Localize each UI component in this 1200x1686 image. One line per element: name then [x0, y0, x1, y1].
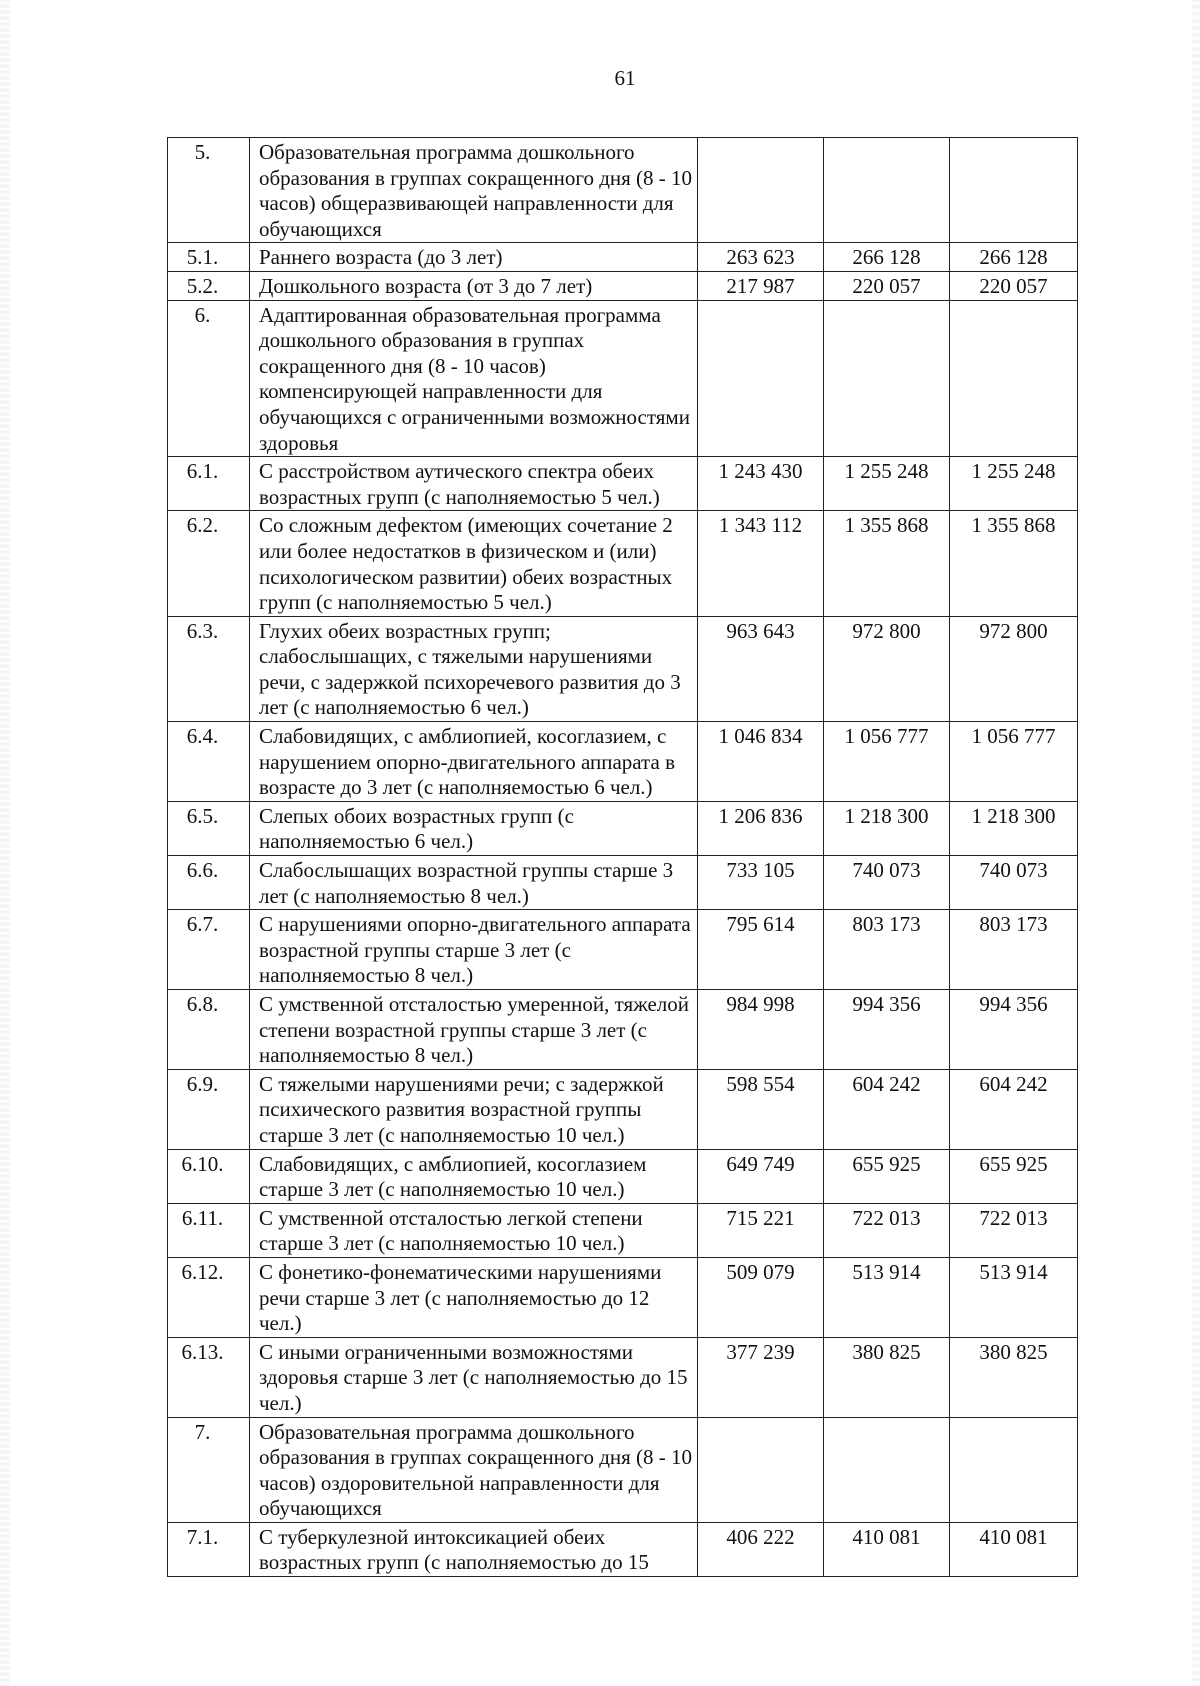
- table-row: [168, 722, 1078, 802]
- value-cell-1: 217 987: [698, 271, 824, 300]
- value-cell-1: 1 343 112: [698, 511, 824, 616]
- value-cell-2: 410 081: [824, 1522, 950, 1576]
- value-cell-1: 1 046 834: [698, 722, 824, 802]
- value-cell-2: 266 128: [824, 243, 950, 272]
- table-row: [168, 616, 1078, 721]
- row-number-cell: 6.3.: [168, 616, 250, 721]
- value-cell-3: 410 081: [950, 1522, 1078, 1576]
- row-number-cell: 6.2.: [168, 511, 250, 616]
- value-cell-1: 984 998: [698, 990, 824, 1070]
- table-row: [168, 1337, 1078, 1417]
- row-description-cell: С умственной отсталостью умеренной, тяжелой степени возрастной группы старше 3 лет (с наполняемостью 8 чел.): [250, 990, 698, 1070]
- value-cell-2: [824, 1417, 950, 1522]
- table-row: [168, 243, 1078, 272]
- value-cell-2: 972 800: [824, 616, 950, 721]
- row-description-cell: С нарушениями опорно-двигательного аппарата возрастной группы старше 3 лет (с наполняемостью 8 чел.): [250, 910, 698, 990]
- scan-edge-left: [0, 0, 10, 1686]
- table-row: [168, 511, 1078, 616]
- value-cell-2: 1 255 248: [824, 457, 950, 511]
- value-cell-2: 803 173: [824, 910, 950, 990]
- row-description-cell: Дошкольного возраста (от 3 до 7 лет): [250, 271, 698, 300]
- row-description-cell: Образовательная программа дошкольного образования в группах сокращенного дня (8 - 10 часов) оздоровительной направленности для обучающихся: [250, 1417, 698, 1522]
- value-cell-3: 1 355 868: [950, 511, 1078, 616]
- value-cell-1: 509 079: [698, 1257, 824, 1337]
- value-cell-2: 513 914: [824, 1257, 950, 1337]
- row-number-cell: 5.: [168, 138, 250, 243]
- row-description-cell: Слабослышащих возрастной группы старше 3 лет (с наполняемостью 8 чел.): [250, 856, 698, 910]
- row-number-cell: 6.13.: [168, 1337, 250, 1417]
- row-description-cell: С фонетико-фонематическими нарушениями речи старше 3 лет (с наполняемостью до 12 чел.): [250, 1257, 698, 1337]
- row-description-cell: Слабовидящих, с амблиопией, косоглазием, с нарушением опорно-двигательного аппарата в возрасте до 3 лет (с наполняемостью 6 чел.): [250, 722, 698, 802]
- table-row: [168, 801, 1078, 855]
- value-cell-1: 963 643: [698, 616, 824, 721]
- row-description-cell: С иными ограниченными возможностями здоровья старше 3 лет (с наполняемостью до 15 чел.): [250, 1337, 698, 1417]
- row-number-cell: 7.1.: [168, 1522, 250, 1576]
- value-cell-3: 1 218 300: [950, 801, 1078, 855]
- value-cell-3: 1 255 248: [950, 457, 1078, 511]
- row-number-cell: 6.8.: [168, 990, 250, 1070]
- value-cell-3: [950, 1417, 1078, 1522]
- table-row: [168, 910, 1078, 990]
- table-row: [168, 1149, 1078, 1203]
- value-cell-1: 406 222: [698, 1522, 824, 1576]
- row-number-cell: 6.7.: [168, 910, 250, 990]
- value-cell-1: 598 554: [698, 1069, 824, 1149]
- value-cell-1: 377 239: [698, 1337, 824, 1417]
- table-row: [168, 1417, 1078, 1522]
- value-cell-3: 722 013: [950, 1203, 1078, 1257]
- row-description-cell: Образовательная программа дошкольного образования в группах сокращенного дня (8 - 10 часов) общеразвивающей направленности для обучающихся: [250, 138, 698, 243]
- page-number: 61: [614, 66, 636, 90]
- table-row: [168, 1522, 1078, 1576]
- table-row: [168, 990, 1078, 1070]
- table-row: [168, 1203, 1078, 1257]
- row-description-cell: Слабовидящих, с амблиопией, косоглазием старше 3 лет (с наполняемостью 10 чел.): [250, 1149, 698, 1203]
- row-number-cell: 7.: [168, 1417, 250, 1522]
- value-cell-1: 733 105: [698, 856, 824, 910]
- value-cell-1: 263 623: [698, 243, 824, 272]
- value-cell-3: [950, 138, 1078, 243]
- table-row: [168, 1069, 1078, 1149]
- table-row: [168, 271, 1078, 300]
- row-description-cell: С умственной отсталостью легкой степени старше 3 лет (с наполняемостью 10 чел.): [250, 1203, 698, 1257]
- row-description-cell: Глухих обеих возрастных групп; слабослышащих, с тяжелыми нарушениями речи, с задержкой психоречевого развития до 3 лет (с наполняемостью 6 чел.): [250, 616, 698, 721]
- row-description-cell: С туберкулезной интоксикацией обеих возрастных групп (с наполняемостью до 15: [250, 1522, 698, 1576]
- value-cell-3: 803 173: [950, 910, 1078, 990]
- value-cell-2: [824, 300, 950, 457]
- table-row: [168, 138, 1078, 243]
- value-cell-1: 649 749: [698, 1149, 824, 1203]
- value-cell-2: 740 073: [824, 856, 950, 910]
- row-number-cell: 5.1.: [168, 243, 250, 272]
- value-cell-3: 1 056 777: [950, 722, 1078, 802]
- value-cell-3: 266 128: [950, 243, 1078, 272]
- value-cell-2: 1 056 777: [824, 722, 950, 802]
- value-cell-2: 220 057: [824, 271, 950, 300]
- tariff-table: [167, 137, 1078, 1577]
- row-number-cell: 6.1.: [168, 457, 250, 511]
- row-number-cell: 5.2.: [168, 271, 250, 300]
- value-cell-3: 972 800: [950, 616, 1078, 721]
- value-cell-2: 1 355 868: [824, 511, 950, 616]
- table-body: [168, 138, 1078, 1577]
- value-cell-1: 795 614: [698, 910, 824, 990]
- value-cell-2: [824, 138, 950, 243]
- table-row: [168, 457, 1078, 511]
- table-row: [168, 856, 1078, 910]
- value-cell-3: 513 914: [950, 1257, 1078, 1337]
- row-number-cell: 6.6.: [168, 856, 250, 910]
- row-description-cell: Со сложным дефектом (имеющих сочетание 2 или более недостатков в физическом и (или) психологическом развитии) обеих возрастных групп (с наполняемостью 5 чел.): [250, 511, 698, 616]
- scan-edge-right: [1192, 0, 1200, 1686]
- table-row: [168, 300, 1078, 457]
- value-cell-1: [698, 138, 824, 243]
- value-cell-1: [698, 1417, 824, 1522]
- value-cell-2: 380 825: [824, 1337, 950, 1417]
- row-description-cell: Раннего возраста (до 3 лет): [250, 243, 698, 272]
- value-cell-3: 380 825: [950, 1337, 1078, 1417]
- row-number-cell: 6.9.: [168, 1069, 250, 1149]
- value-cell-3: 994 356: [950, 990, 1078, 1070]
- row-number-cell: 6.12.: [168, 1257, 250, 1337]
- table-row: [168, 1257, 1078, 1337]
- row-description-cell: С расстройством аутического спектра обеих возрастных групп (с наполняемостью 5 чел.): [250, 457, 698, 511]
- value-cell-2: 1 218 300: [824, 801, 950, 855]
- value-cell-3: 220 057: [950, 271, 1078, 300]
- value-cell-1: [698, 300, 824, 457]
- value-cell-3: 604 242: [950, 1069, 1078, 1149]
- row-number-cell: 6.: [168, 300, 250, 457]
- value-cell-2: 722 013: [824, 1203, 950, 1257]
- value-cell-2: 655 925: [824, 1149, 950, 1203]
- value-cell-2: 604 242: [824, 1069, 950, 1149]
- row-number-cell: 6.10.: [168, 1149, 250, 1203]
- value-cell-1: 715 221: [698, 1203, 824, 1257]
- value-cell-1: 1 206 836: [698, 801, 824, 855]
- row-description-cell: Слепых обоих возрастных групп (с наполняемостью 6 чел.): [250, 801, 698, 855]
- value-cell-3: 655 925: [950, 1149, 1078, 1203]
- row-description-cell: Адаптированная образовательная программа дошкольного образования в группах сокращенного дня (8 - 10 часов) компенсирующей направленности для обучающихся с ограниченными возможностями здоровья: [250, 300, 698, 457]
- value-cell-3: 740 073: [950, 856, 1078, 910]
- value-cell-3: [950, 300, 1078, 457]
- row-number-cell: 6.4.: [168, 722, 250, 802]
- row-description-cell: С тяжелыми нарушениями речи; с задержкой психического развития возрастной группы старше 3 лет (с наполняемостью 10 чел.): [250, 1069, 698, 1149]
- row-number-cell: 6.5.: [168, 801, 250, 855]
- value-cell-1: 1 243 430: [698, 457, 824, 511]
- value-cell-2: 994 356: [824, 990, 950, 1070]
- row-number-cell: 6.11.: [168, 1203, 250, 1257]
